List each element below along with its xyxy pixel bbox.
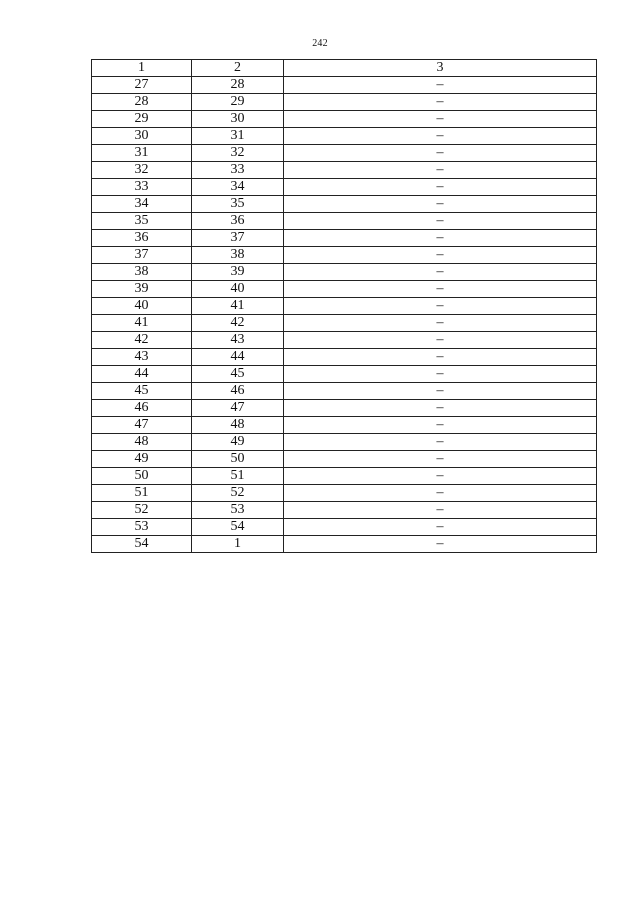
table-cell-col-2: 36 xyxy=(192,213,284,230)
table-cell-col-2: 37 xyxy=(192,230,284,247)
table-cell-col-3: – xyxy=(284,434,597,451)
table-row xyxy=(92,536,597,553)
table-cell-col-3: – xyxy=(284,145,597,162)
table-cell-col-3: – xyxy=(284,94,597,111)
table-cell-col-1: 32 xyxy=(92,162,192,179)
table-cell-col-2: 43 xyxy=(192,332,284,349)
table-cell-col-1: 28 xyxy=(92,94,192,111)
table-cell-col-3: – xyxy=(284,315,597,332)
table-cell-col-3: – xyxy=(284,332,597,349)
table-row xyxy=(92,315,597,332)
table-cell-col-2: 39 xyxy=(192,264,284,281)
table-cell-col-3: – xyxy=(284,281,597,298)
table-cell-col-1: 46 xyxy=(92,400,192,417)
table-row xyxy=(92,94,597,111)
table-row xyxy=(92,162,597,179)
table-row xyxy=(92,485,597,502)
table-cell-col-1: 51 xyxy=(92,485,192,502)
table-cell-col-2: 34 xyxy=(192,179,284,196)
table-cell-col-1: 49 xyxy=(92,451,192,468)
table-cell-col-2: 32 xyxy=(192,145,284,162)
column-header-2: 2 xyxy=(192,60,284,77)
table-row xyxy=(92,247,597,264)
table-cell-col-3: – xyxy=(284,417,597,434)
table-cell-col-2: 33 xyxy=(192,162,284,179)
table-row xyxy=(92,332,597,349)
table-cell-col-1: 38 xyxy=(92,264,192,281)
table-row xyxy=(92,77,597,94)
table-cell-col-1: 52 xyxy=(92,502,192,519)
table-row xyxy=(92,366,597,383)
table-cell-col-2: 50 xyxy=(192,451,284,468)
table-cell-col-2: 47 xyxy=(192,400,284,417)
table-cell-col-3: – xyxy=(284,536,597,553)
table-cell-col-3: – xyxy=(284,366,597,383)
data-table xyxy=(91,59,597,553)
table-cell-col-1: 41 xyxy=(92,315,192,332)
table-cell-col-3: – xyxy=(284,519,597,536)
table-row xyxy=(92,349,597,366)
table-row xyxy=(92,213,597,230)
table-cell-col-2: 28 xyxy=(192,77,284,94)
table-body xyxy=(92,77,597,553)
table-row xyxy=(92,502,597,519)
table-cell-col-2: 30 xyxy=(192,111,284,128)
table-cell-col-2: 40 xyxy=(192,281,284,298)
table-cell-col-1: 48 xyxy=(92,434,192,451)
table-cell-col-1: 40 xyxy=(92,298,192,315)
table-cell-col-3: – xyxy=(284,502,597,519)
table-cell-col-2: 51 xyxy=(192,468,284,485)
table-cell-col-1: 47 xyxy=(92,417,192,434)
table-row xyxy=(92,451,597,468)
column-header-3: 3 xyxy=(284,60,597,77)
table-cell-col-1: 54 xyxy=(92,536,192,553)
table-cell-col-1: 31 xyxy=(92,145,192,162)
table-cell-col-1: 39 xyxy=(92,281,192,298)
table-cell-col-3: – xyxy=(284,162,597,179)
table-cell-col-1: 30 xyxy=(92,128,192,145)
table-cell-col-3: – xyxy=(284,400,597,417)
table-cell-col-3: – xyxy=(284,196,597,213)
table-cell-col-2: 35 xyxy=(192,196,284,213)
table-cell-col-2: 31 xyxy=(192,128,284,145)
table-cell-col-2: 48 xyxy=(192,417,284,434)
table-cell-col-2: 45 xyxy=(192,366,284,383)
table-cell-col-2: 54 xyxy=(192,519,284,536)
table-cell-col-3: – xyxy=(284,128,597,145)
table-cell-col-1: 36 xyxy=(92,230,192,247)
table-cell-col-2: 41 xyxy=(192,298,284,315)
table-row xyxy=(92,400,597,417)
table-cell-col-3: – xyxy=(284,230,597,247)
table-cell-col-2: 46 xyxy=(192,383,284,400)
table-cell-col-2: 44 xyxy=(192,349,284,366)
table-cell-col-1: 35 xyxy=(92,213,192,230)
table-cell-col-1: 29 xyxy=(92,111,192,128)
table-row xyxy=(92,417,597,434)
table-row xyxy=(92,383,597,400)
table-row xyxy=(92,519,597,536)
table-cell-col-2: 49 xyxy=(192,434,284,451)
table-cell-col-3: – xyxy=(284,247,597,264)
table-cell-col-1: 53 xyxy=(92,519,192,536)
table-cell-col-3: – xyxy=(284,468,597,485)
table-cell-col-1: 42 xyxy=(92,332,192,349)
page-number: 242 xyxy=(312,38,328,49)
table-row xyxy=(92,179,597,196)
table-row xyxy=(92,128,597,145)
table-row xyxy=(92,434,597,451)
table-cell-col-3: – xyxy=(284,349,597,366)
table-cell-col-2: 42 xyxy=(192,315,284,332)
table-row xyxy=(92,196,597,213)
table-cell-col-1: 43 xyxy=(92,349,192,366)
table-row xyxy=(92,281,597,298)
table-cell-col-3: – xyxy=(284,264,597,281)
table-cell-col-2: 52 xyxy=(192,485,284,502)
table-header-row xyxy=(92,60,597,77)
table-cell-col-3: – xyxy=(284,77,597,94)
table-row xyxy=(92,111,597,128)
table-cell-col-2: 29 xyxy=(192,94,284,111)
table-cell-col-3: – xyxy=(284,298,597,315)
table-row xyxy=(92,230,597,247)
table-cell-col-3: – xyxy=(284,111,597,128)
table-cell-col-2: 53 xyxy=(192,502,284,519)
table-row xyxy=(92,468,597,485)
table-cell-col-1: 34 xyxy=(92,196,192,213)
column-header-1: 1 xyxy=(92,60,192,77)
table-cell-col-3: – xyxy=(284,179,597,196)
table-row xyxy=(92,264,597,281)
table-cell-col-1: 45 xyxy=(92,383,192,400)
table-cell-col-2: 38 xyxy=(192,247,284,264)
table-cell-col-3: – xyxy=(284,383,597,400)
table-cell-col-1: 44 xyxy=(92,366,192,383)
table-cell-col-1: 37 xyxy=(92,247,192,264)
table-cell-col-2: 1 xyxy=(192,536,284,553)
table-cell-col-3: – xyxy=(284,451,597,468)
table-cell-col-1: 50 xyxy=(92,468,192,485)
table-row xyxy=(92,145,597,162)
table-cell-col-3: – xyxy=(284,213,597,230)
table-cell-col-1: 27 xyxy=(92,77,192,94)
table-cell-col-3: – xyxy=(284,485,597,502)
table-cell-col-1: 33 xyxy=(92,179,192,196)
table-row xyxy=(92,298,597,315)
